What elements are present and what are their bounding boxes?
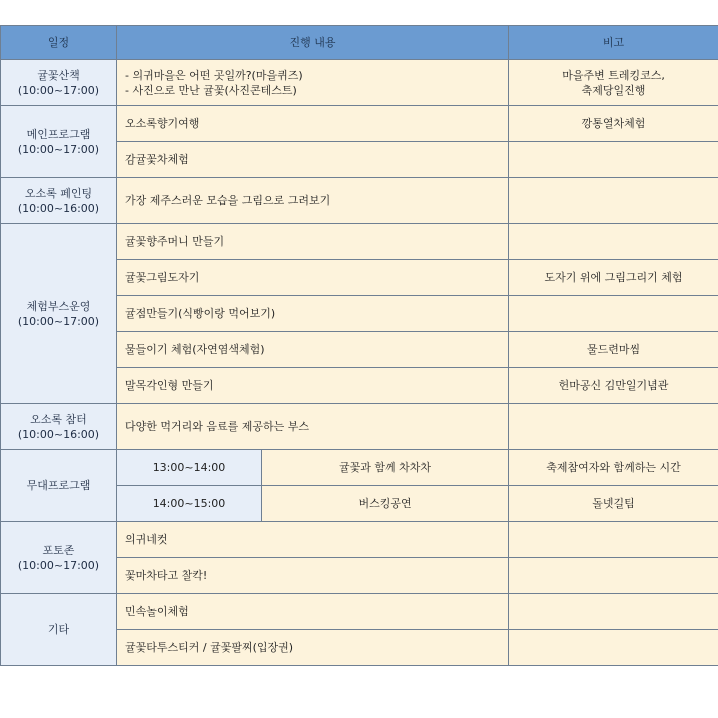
content-cell: 말목각인형 만들기 — [117, 368, 509, 404]
schedule-cell-photo — [1, 522, 117, 594]
schedule-time: (10:00~16:00) — [17, 427, 100, 441]
schedule-title: 체험부스운영 — [26, 299, 91, 313]
table-row — [1, 106, 718, 142]
schedule-title: 기타 — [47, 623, 70, 636]
schedule-time: (10:00~17:00) — [17, 142, 100, 156]
content-cell: 귤꽃향주머니 만들기 — [117, 224, 509, 260]
header-schedule: 일정 — [1, 26, 117, 60]
table-row — [1, 522, 718, 558]
schedule-cell-stage — [1, 450, 117, 522]
header-content: 진행 내용 — [117, 26, 509, 60]
content-cell: 민속놀이체험 — [117, 594, 509, 630]
schedule-cell-rest — [1, 404, 117, 450]
stage-time-cell: 14:00~15:00 — [117, 486, 262, 522]
note-cell — [509, 60, 718, 106]
note-cell: 축제참여자와 함께하는 시간 — [509, 450, 718, 486]
content-line: - 사진으로 만난 귤꽃(사진콘테스트) — [125, 83, 297, 97]
table-row — [1, 178, 718, 224]
schedule-cell-painting — [1, 178, 117, 224]
schedule-title: 무대프로그램 — [26, 479, 91, 492]
schedule-title: 오소록 페인팅 — [24, 186, 93, 200]
schedule-time: (10:00~17:00) — [17, 314, 100, 328]
header-note: 비고 — [509, 26, 718, 60]
schedule-cell-etc — [1, 594, 117, 666]
note-cell — [509, 296, 718, 332]
schedule-time: (10:00~17:00) — [17, 558, 100, 572]
note-cell — [509, 558, 718, 594]
content-cell: 귤꽃그림도자기 — [117, 260, 509, 296]
note-cell — [509, 630, 718, 666]
content-cell: 귤꽃타투스티커 / 귤꽃팔찌(입장권) — [117, 630, 509, 666]
content-cell: 귤꽃과 함께 차차차 — [262, 450, 509, 486]
content-cell: 오소록향기여행 — [117, 106, 509, 142]
note-cell: 돌넷길팀 — [509, 486, 718, 522]
content-cell: 귤점만들기(식빵이랑 먹어보기) — [117, 296, 509, 332]
schedule-cell-main — [1, 106, 117, 178]
table-row — [1, 594, 718, 630]
schedule-time: (10:00~17:00) — [17, 83, 100, 97]
schedule-title: 메인프로그램 — [26, 127, 91, 141]
schedule-title: 귤꽃산책 — [37, 68, 80, 82]
content-cell: 버스킹공연 — [262, 486, 509, 522]
table-row — [1, 224, 718, 260]
header-row — [1, 26, 718, 60]
stage-time-cell: 13:00~14:00 — [117, 450, 262, 486]
note-cell — [509, 224, 718, 260]
note-cell: 깡통열차체험 — [509, 106, 718, 142]
note-cell — [509, 404, 718, 450]
table-row — [1, 450, 718, 486]
table-row — [1, 404, 718, 450]
content-cell: 물들이기 체험(자연염색체험) — [117, 332, 509, 368]
schedule-cell-walk — [1, 60, 117, 106]
note-cell — [509, 594, 718, 630]
schedule-table — [0, 25, 718, 666]
note-cell: 헌마공신 김만일기념관 — [509, 368, 718, 404]
note-cell — [509, 142, 718, 178]
content-cell: 의귀네컷 — [117, 522, 509, 558]
schedule-cell-booth — [1, 224, 117, 404]
content-cell: 가장 제주스러운 모습을 그림으로 그려보기 — [117, 178, 509, 224]
note-cell — [509, 178, 718, 224]
content-cell — [117, 60, 509, 106]
note-cell: 도자기 위에 그림그리기 체험 — [509, 260, 718, 296]
table-row — [1, 60, 718, 106]
note-line: 축제당일진행 — [581, 83, 646, 97]
note-cell — [509, 522, 718, 558]
content-cell: 다양한 먹거리와 음료를 제공하는 부스 — [117, 404, 509, 450]
content-line: - 의귀마을은 어떤 곳일까?(마을퀴즈) — [125, 68, 303, 82]
content-cell: 꽃마차타고 찰칵! — [117, 558, 509, 594]
schedule-time: (10:00~16:00) — [17, 201, 100, 215]
note-line: 마을주변 트레킹코스, — [562, 68, 665, 82]
schedule-title: 포토존 — [42, 543, 75, 557]
schedule-title: 오소록 참터 — [30, 412, 87, 426]
note-cell: 물드련마씸 — [509, 332, 718, 368]
content-cell: 감귤꽃차체험 — [117, 142, 509, 178]
